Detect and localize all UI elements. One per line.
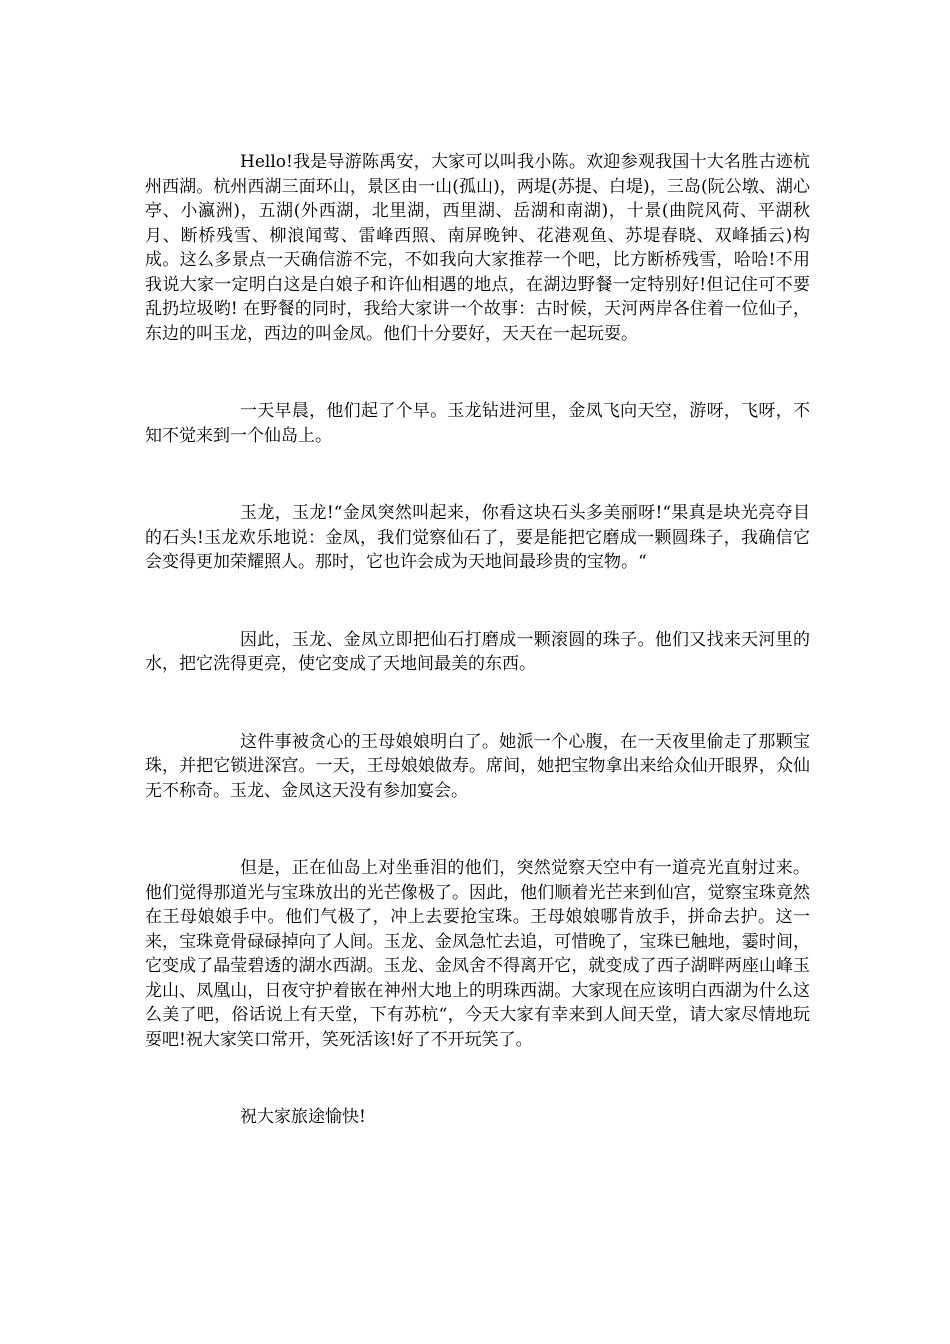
paragraph-intro: Hello!我是导游陈禹安，大家可以叫我小陈。欢迎参观我国十大名胜古迹杭州西湖。杭州西湖三面环山，景区由一山(孤山)，两堤(苏提、白堤)，三岛(阮公墩、湖心亭、小瀛洲)，五湖(外西湖，北里湖，西里湖、岳湖和南湖)，十景(曲院风荷、平湖秋月、断桥残雪、柳浪闻莺、雷峰西照、南屏晚钟、花港观鱼、苏堤春晓、双峰插云)构成。这么多景点一天确信游不完，不如我向大家推荐一个吧，比方断桥残雪，哈哈!不用我说大家一定明白这是白娘子和许仙相遇的地点，在湖边野餐一定特别好!但记住可不要乱扔垃圾哟! 在野餐的同时，我给大家讲一个故事：古时候，天河两岸各住着一位仙子，东边的叫玉龙，西边的叫金凤。他们十分要好，天天在一起玩耍。 — [145, 152, 810, 344]
paragraph-west-lake: 但是，正在仙岛上对坐垂泪的他们，突然觉察天空中有一道亮光直射过来。他们觉得那道光与宝珠放出的光芒像极了。因此，他们顺着光芒来到仙宫，觉察宝珠竟然在王母娘娘手中。他们气极了，冲上去要抢宝珠。王母娘娘哪肯放手，拼命去护。这一来，宝珠竟骨碌碌掉向了人间。玉龙、金凤急忙去追，可惜晚了，宝珠已触地，霎时间，它变成了晶莹碧透的湖水西湖。玉龙、金凤舍不得离开它，就变成了西子湖畔两座山峰玉龙山、凤凰山，日夜守护着嵌在神州大地上的明珠西湖。大家现在应该明白西湖为什么这么美了吧，俗话说上有天堂，下有苏杭“，今天大家有幸来到人间天堂，请大家尽情地玩耍吧!祝大家笑口常开，笑死活该!好了不开玩笑了。 — [145, 858, 810, 1050]
paragraph-morning: 一天早晨，他们起了个早。玉龙钻进河里，金凤飞向天空，游呀，飞呀，不知不觉来到一个仙岛上。 — [145, 401, 810, 446]
paragraph-pearl: 因此，玉龙、金凤立即把仙石打磨成一颗滚圆的珠子。他们又找来天河里的水，把它洗得更亮，使它变成了天地间最美的东西。 — [145, 629, 810, 674]
document-body — [145, 150, 810, 1130]
paragraph-stone: 玉龙，玉龙!“金凤突然叫起来，你看这块石头多美丽呀!“果真是块光亮夺目的石头!玉龙欢乐地说：金凤，我们觉察仙石了，要是能把它磨成一颗圆珠子，我确信它会变得更加荣耀照人。那时，它也许会成为天地间最珍贵的宝物。“ — [145, 503, 810, 572]
paragraph-queen-mother: 这件事被贪心的王母娘娘明白了。她派一个心腹，在一天夜里偷走了那颗宝珠，并把它锁进深宫。一天，王母娘娘做寿。席间，她把宝物拿出来给众仙开眼界，众仙无不称奇。玉龙、金凤这天没有参加宴会。 — [145, 731, 810, 801]
paragraph-closing: 祝大家旅途愉快! — [240, 1107, 366, 1127]
